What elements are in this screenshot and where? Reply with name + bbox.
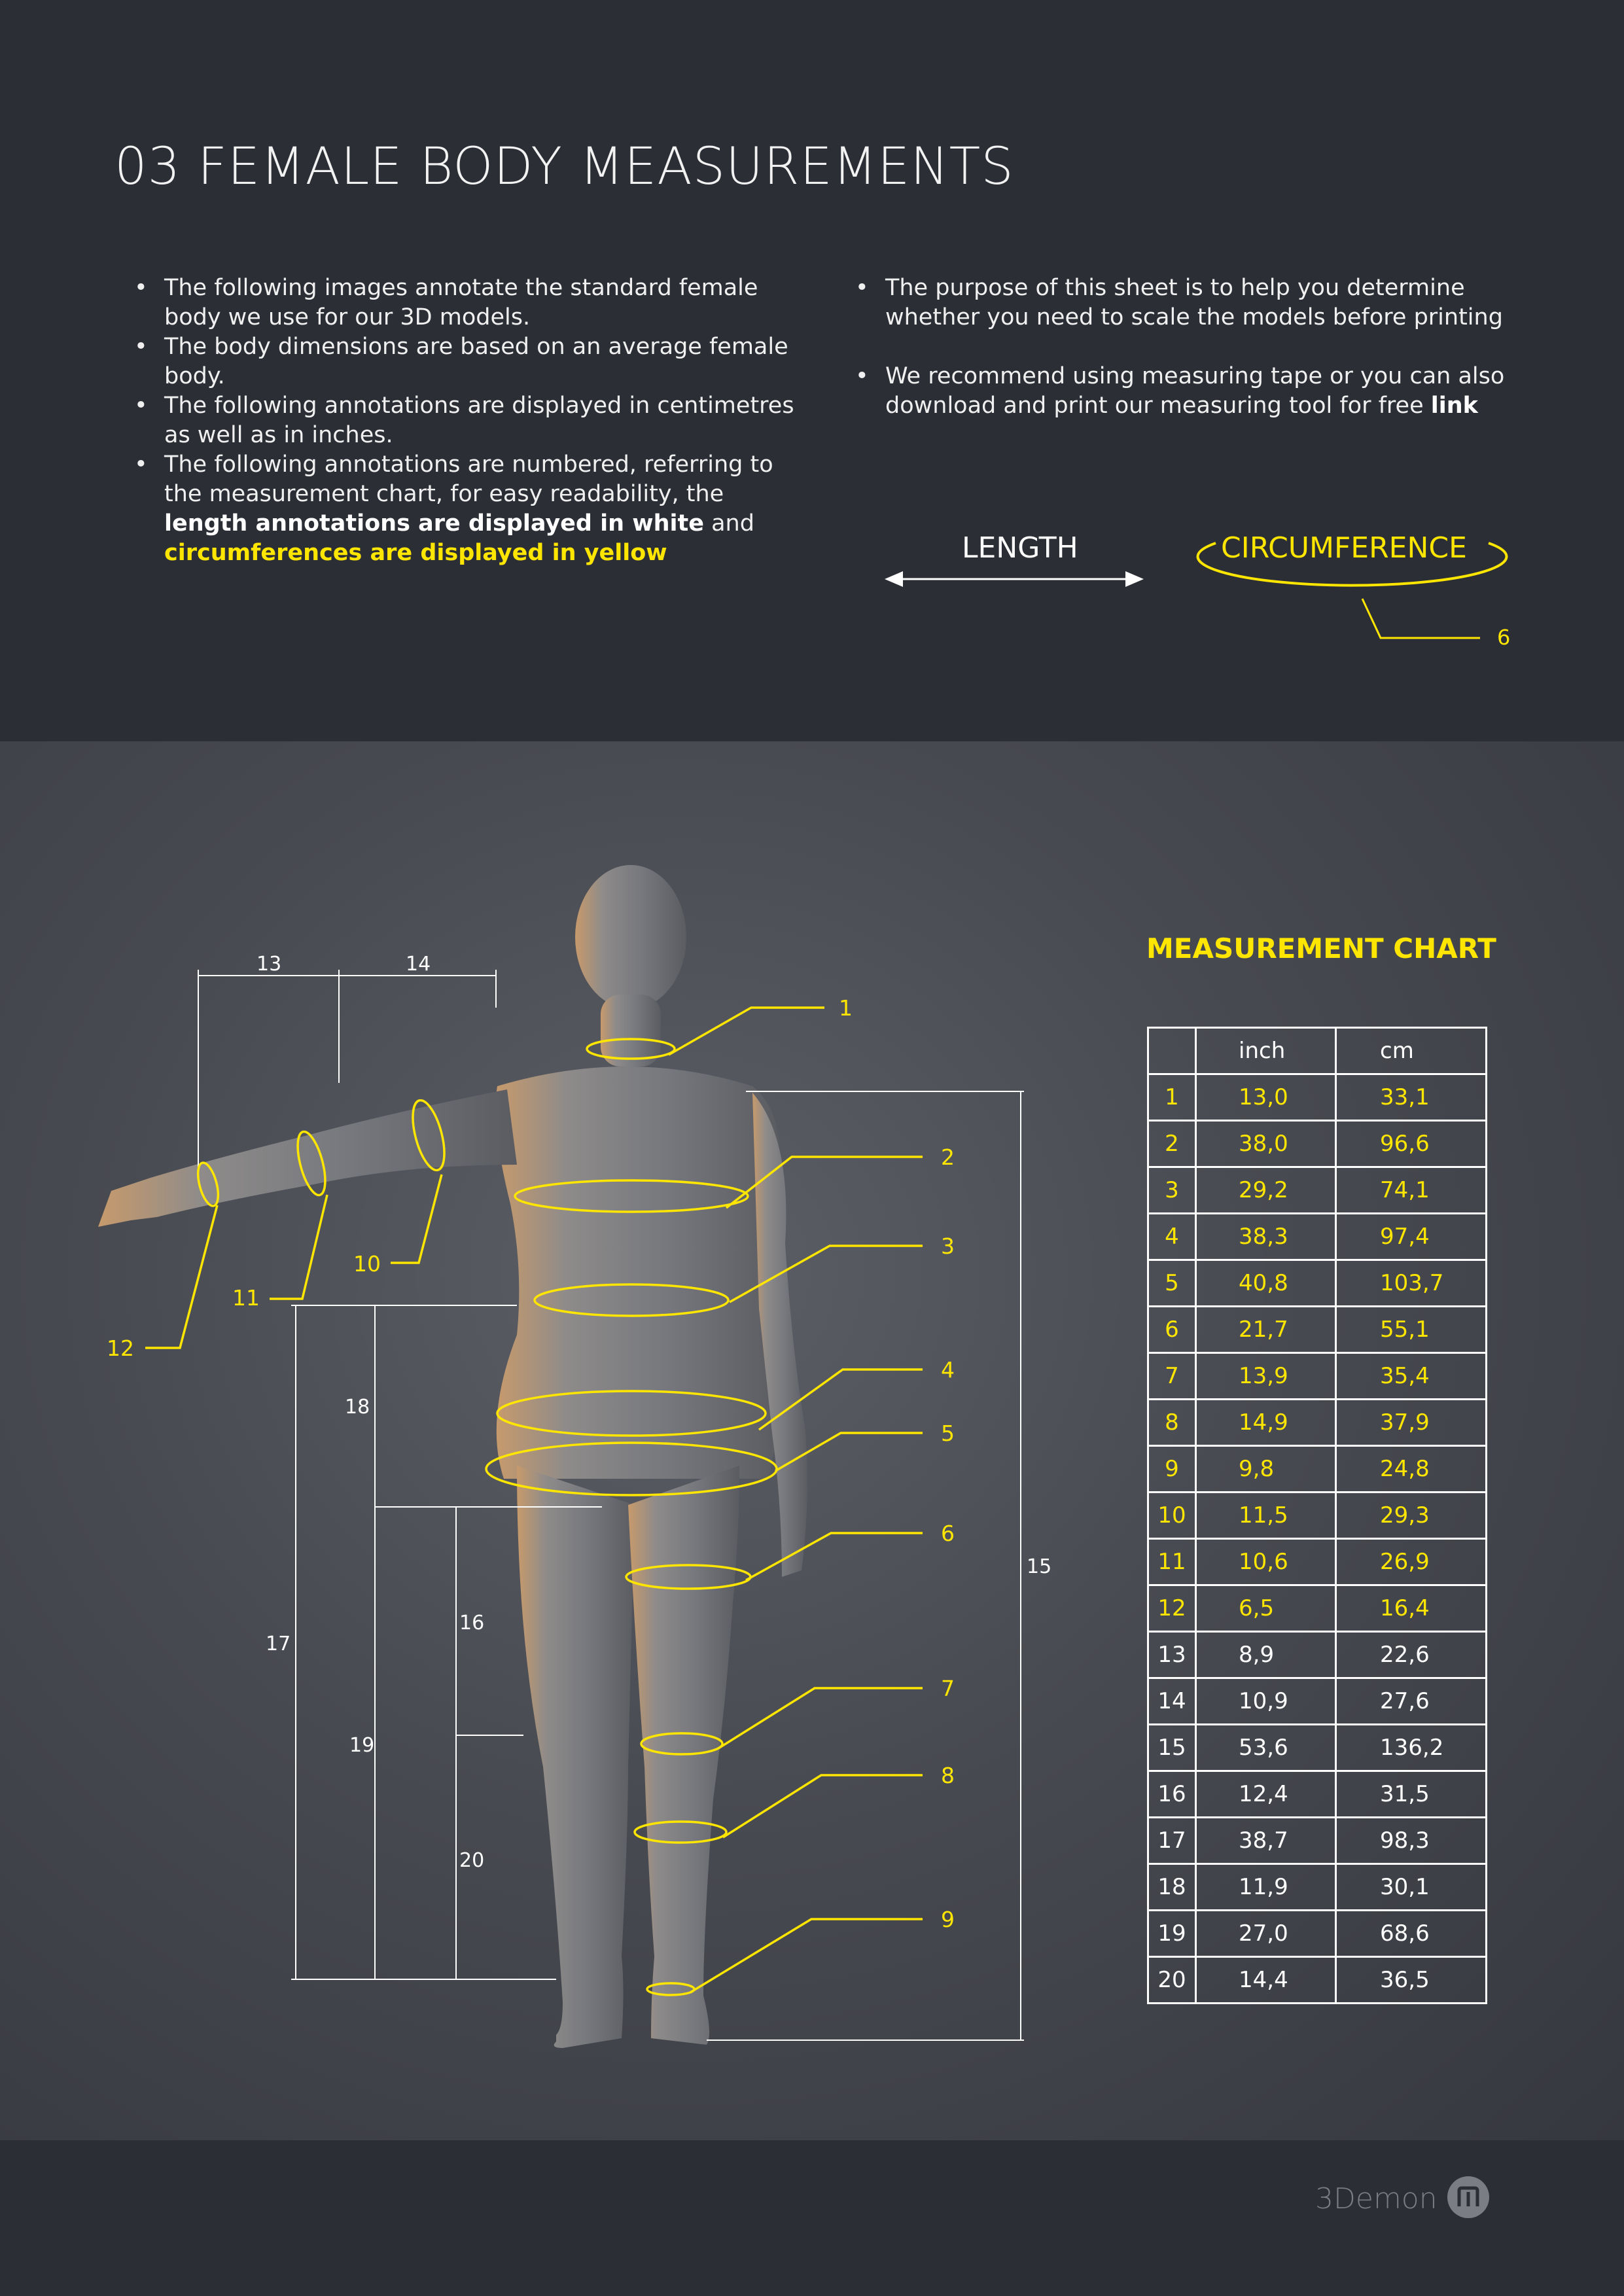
- row-number: 10: [1148, 1492, 1196, 1539]
- row-number: 17: [1148, 1818, 1196, 1864]
- row-cm: 24,8: [1336, 1446, 1487, 1492]
- row-inch: 8,9: [1196, 1632, 1336, 1678]
- row-cm: 27,6: [1336, 1678, 1487, 1725]
- chart-title: MEASUREMENT CHART: [1146, 932, 1496, 964]
- table-row: [1148, 1307, 1487, 1353]
- tool-bullet-text: We recommend using measuring tape or you can also download and print our measuring tool for free: [885, 363, 1505, 419]
- length-arrow-icon: [885, 571, 1144, 587]
- label-8: 8: [941, 1763, 955, 1788]
- row-inch: 38,0: [1196, 1121, 1336, 1167]
- label-12: 12: [107, 1335, 134, 1361]
- row-cm: 74,1: [1336, 1167, 1487, 1214]
- table-row: [1148, 1353, 1487, 1400]
- row-inch: 14,4: [1196, 1957, 1336, 2004]
- footer: [0, 2140, 1624, 2296]
- female-mannequin: [98, 865, 807, 2048]
- table-row: [1148, 1492, 1487, 1539]
- row-inch: 13,9: [1196, 1353, 1336, 1400]
- label-16: 16: [459, 1612, 485, 1634]
- label-9: 9: [941, 1907, 955, 1932]
- row-inch: 21,7: [1196, 1307, 1336, 1353]
- intro-bullet-text: The following annotations are numbered, referring to the measurement chart, for easy readability, the: [164, 451, 773, 507]
- row-number: 7: [1148, 1353, 1196, 1400]
- label-19: 19: [349, 1734, 375, 1757]
- row-inch: 9,8: [1196, 1446, 1336, 1492]
- row-inch: 10,9: [1196, 1678, 1336, 1725]
- legend-graphics: [0, 0, 1624, 741]
- purpose-bullet: • The purpose of this sheet is to help you determine whether you need to scale the models before printing: [836, 274, 1529, 332]
- row-number: 6: [1148, 1307, 1196, 1353]
- row-cm: 98,3: [1336, 1818, 1487, 1864]
- row-cm: 16,4: [1336, 1585, 1487, 1632]
- row-cm: 26,9: [1336, 1539, 1487, 1585]
- label-1: 1: [839, 995, 853, 1021]
- label-15: 15: [1027, 1555, 1052, 1578]
- header-inch: inch: [1196, 1028, 1336, 1074]
- row-number: 13: [1148, 1632, 1196, 1678]
- row-inch: 11,9: [1196, 1864, 1336, 1911]
- table-row: [1148, 1957, 1487, 2004]
- legend-length-label: LENGTH: [962, 531, 1078, 565]
- legend-circumference-label: CIRCUMFERENCE: [1221, 531, 1467, 565]
- label-2: 2: [941, 1144, 955, 1170]
- label-7: 7: [941, 1676, 955, 1701]
- label-18: 18: [345, 1396, 370, 1419]
- label-11: 11: [232, 1285, 260, 1311]
- label-4: 4: [941, 1357, 955, 1383]
- row-cm: 96,6: [1336, 1121, 1487, 1167]
- table-row: [1148, 1632, 1487, 1678]
- brand-name: 3Demon: [1315, 2182, 1438, 2216]
- row-cm: 29,3: [1336, 1492, 1487, 1539]
- row-inch: 6,5: [1196, 1585, 1336, 1632]
- measurement-table: [1147, 1027, 1487, 2004]
- row-inch: 53,6: [1196, 1725, 1336, 1771]
- legend-example-number: 6: [1497, 625, 1511, 650]
- row-number: 3: [1148, 1167, 1196, 1214]
- label-3: 3: [941, 1233, 955, 1259]
- table-row: [1148, 1771, 1487, 1818]
- row-number: 12: [1148, 1585, 1196, 1632]
- row-cm: 35,4: [1336, 1353, 1487, 1400]
- page-title: 03 FEMALE BODY MEASUREMENTS: [115, 137, 1014, 196]
- row-number: 16: [1148, 1771, 1196, 1818]
- row-inch: 12,4: [1196, 1771, 1336, 1818]
- table-row: [1148, 1539, 1487, 1585]
- table-row: [1148, 1400, 1487, 1446]
- row-number: 14: [1148, 1678, 1196, 1725]
- brand-logo-icon: [1447, 2176, 1489, 2218]
- row-number: 2: [1148, 1121, 1196, 1167]
- table-row: [1148, 1121, 1487, 1167]
- intro-bullet: • The following annotations are displayed in centimetres as well as in inches.: [115, 391, 808, 450]
- row-cm: 30,1: [1336, 1864, 1487, 1911]
- label-13: 13: [256, 953, 282, 976]
- circumference-color-note: circumferences are displayed in yellow: [164, 540, 667, 566]
- intro-bullet-text: and: [703, 510, 754, 537]
- intro-bullet: • The body dimensions are based on an average female body.: [115, 332, 808, 391]
- table-row: [1148, 1074, 1487, 1121]
- label-10: 10: [353, 1251, 381, 1277]
- header-cm: cm: [1336, 1028, 1487, 1074]
- label-20: 20: [459, 1849, 485, 1872]
- label-14: 14: [406, 953, 431, 976]
- row-cm: 22,6: [1336, 1632, 1487, 1678]
- table-row: [1148, 1864, 1487, 1911]
- row-inch: 14,9: [1196, 1400, 1336, 1446]
- table-row: [1148, 1260, 1487, 1307]
- row-number: 5: [1148, 1260, 1196, 1307]
- row-cm: 37,9: [1336, 1400, 1487, 1446]
- row-cm: 33,1: [1336, 1074, 1487, 1121]
- row-cm: 136,2: [1336, 1725, 1487, 1771]
- header-number: [1148, 1028, 1196, 1074]
- row-cm: 97,4: [1336, 1214, 1487, 1260]
- row-inch: 11,5: [1196, 1492, 1336, 1539]
- row-number: 20: [1148, 1957, 1196, 2004]
- row-number: 15: [1148, 1725, 1196, 1771]
- table-row: [1148, 1585, 1487, 1632]
- row-number: 4: [1148, 1214, 1196, 1260]
- row-cm: 36,5: [1336, 1957, 1487, 2004]
- download-link[interactable]: link: [1430, 393, 1478, 419]
- table-row: [1148, 1818, 1487, 1864]
- row-inch: 29,2: [1196, 1167, 1336, 1214]
- label-6: 6: [941, 1521, 955, 1546]
- table-row: [1148, 1167, 1487, 1214]
- table-header-row: [1148, 1028, 1487, 1074]
- row-number: 19: [1148, 1911, 1196, 1957]
- label-5: 5: [941, 1421, 955, 1446]
- label-17: 17: [266, 1633, 291, 1655]
- row-inch: 10,6: [1196, 1539, 1336, 1585]
- row-inch: 38,3: [1196, 1214, 1336, 1260]
- table-row: [1148, 1678, 1487, 1725]
- length-color-note: length annotations are displayed in white: [164, 510, 704, 537]
- table-row: [1148, 1911, 1487, 1957]
- row-number: 8: [1148, 1400, 1196, 1446]
- table-row: [1148, 1214, 1487, 1260]
- row-cm: 55,1: [1336, 1307, 1487, 1353]
- row-inch: 40,8: [1196, 1260, 1336, 1307]
- intro-bullet: • The following images annotate the standard female body we use for our 3D models.: [115, 274, 808, 332]
- row-number: 1: [1148, 1074, 1196, 1121]
- row-inch: 38,7: [1196, 1818, 1336, 1864]
- logo-glyph: [1447, 2176, 1489, 2218]
- row-cm: 31,5: [1336, 1771, 1487, 1818]
- row-number: 11: [1148, 1539, 1196, 1585]
- row-cm: 68,6: [1336, 1911, 1487, 1957]
- table-row: [1148, 1725, 1487, 1771]
- table-row: [1148, 1446, 1487, 1492]
- row-number: 9: [1148, 1446, 1196, 1492]
- row-inch: 27,0: [1196, 1911, 1336, 1957]
- row-inch: 13,0: [1196, 1074, 1336, 1121]
- row-number: 18: [1148, 1864, 1196, 1911]
- row-cm: 103,7: [1336, 1260, 1487, 1307]
